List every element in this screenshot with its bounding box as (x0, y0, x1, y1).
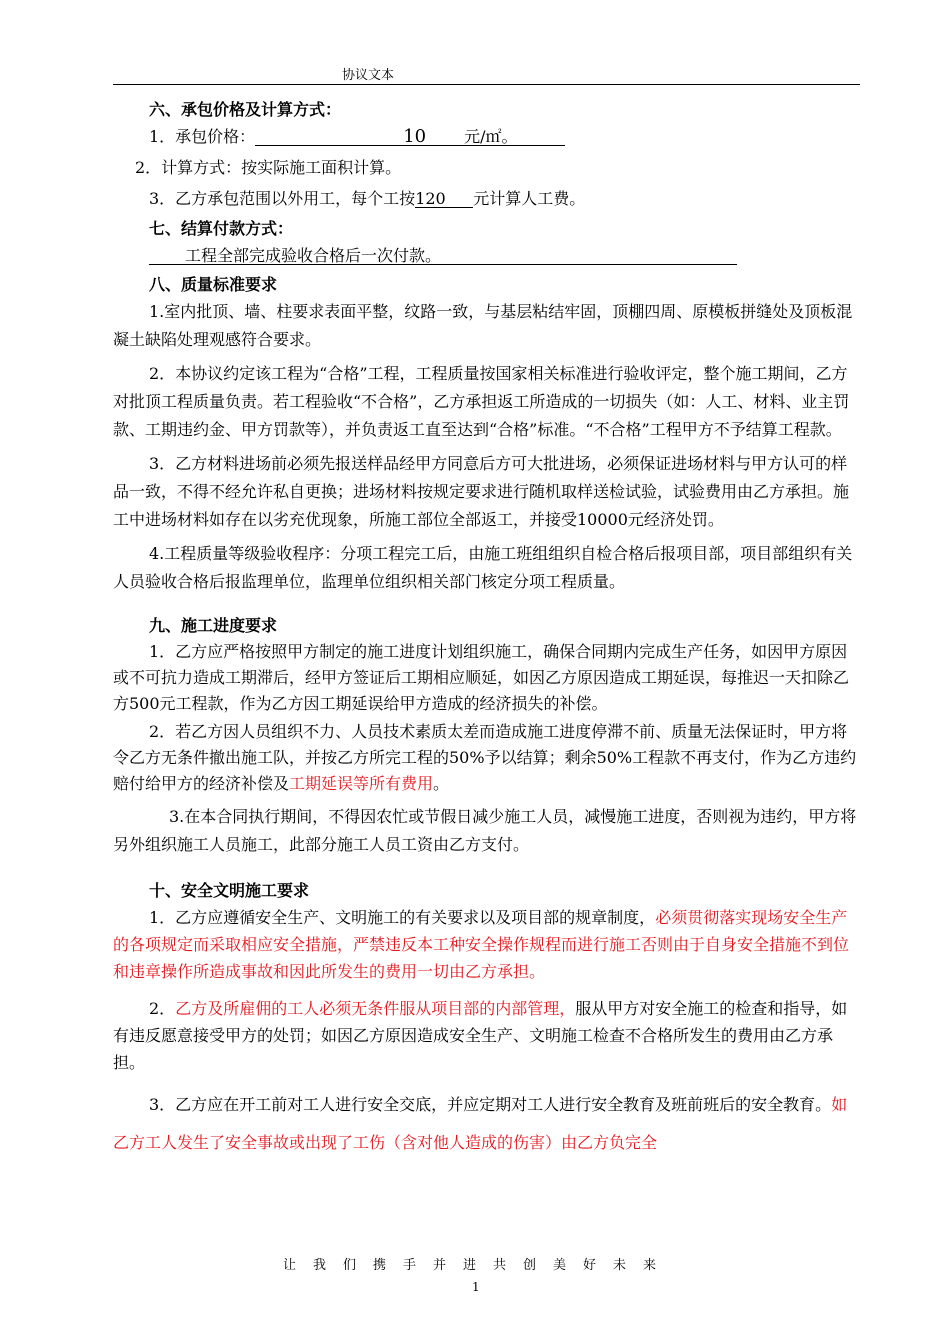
sec10-item-1-highlight: 必须贯彻落实现场安全生产的各项规定而采取相应安全措施，严禁违反本工种安全操作规程而进行施工否则由于自身安全措施不到位和违章操作所造成事故和因此所发生的费用一切由乙方承担。 (113, 908, 850, 981)
page-number: 1 (472, 1280, 480, 1294)
document-body (113, 96, 860, 1162)
sec6-price-blank (255, 123, 565, 146)
sec10-item-2 (113, 995, 860, 1076)
sec9-item-2-end: 。 (433, 774, 450, 793)
sec6-extra-labor-value: 120 (415, 189, 446, 208)
sec10-item-1-text: 1．乙方应遵循安全生产、文明施工的有关要求以及项目部的规章制度， (149, 908, 656, 927)
sec6-price-unit: 元/㎡。 (464, 127, 518, 146)
sec10-item-3 (113, 1086, 860, 1162)
sec7-payment-text: 工程全部完成验收合格后一次付款。 (185, 246, 442, 265)
sec8-item-2: 2．本协议约定该工程为“合格”工程，工程质量按国家相关标准进行验收评定，整个施工期间，乙方对批顶工程质量负责。若工程验收“不合格”，乙方承担返工所造成的一切损失（如：人工、材料、业主罚款、工期违约金、甲方罚款等），并负责返工直至达到“合格”标准。“不合格”工程甲方不予结算工程款。 (113, 364, 850, 439)
sec10-item-3-text: 3．乙方应在开工前对工人进行安全交底，并应定期对工人进行安全教育及班前班后的安全教育。 (149, 1095, 832, 1114)
section-8-title: 八、质量标准要求 (149, 275, 278, 294)
header-rule (113, 84, 860, 85)
sec6-extra-labor (113, 185, 860, 212)
sec8-item-3: 3．乙方材料进场前必须先报送样品经甲方同意后方可大批进场，必须保证进场材料与甲方认可的样品一致，不得不经允许私自更换；进场材料按规定要求进行随机取样送检试验，试验费用由乙方承担。施工中进场材料如存在以劣充优现象，所施工部位全部返工，并接受10000元经济处罚。 (113, 454, 850, 529)
sec10-item-2-text: 服从甲方对安全施工的检查和指导，如有违反愿意接受甲方的处罚；如因乙方原因造成安全生产、文明施工检查不合格所发生的费用由乙方承担。 (113, 999, 848, 1072)
header-text: 协议文本 (342, 68, 395, 83)
sec6-calc-method: 2．计算方式：按实际施工面积计算。 (135, 158, 402, 177)
sec10-item-1 (113, 904, 860, 985)
sec10-item-3-highlight: 如乙方工人发生了安全事故或出现了工伤（含对他人造成的伤害）由乙方负完全 (113, 1095, 848, 1152)
sec8-item-4: 4.工程质量等级验收程序：分项工程完工后，由施工班组组织自检合格后报项目部，项目部组织有关人员验收合格后报监理单位，监理单位组织相关部门核定分项工程质量。 (113, 544, 853, 591)
sec10-item-2-highlight: 乙方及所雇佣的工人必须无条件服从项目部的内部管理， (175, 999, 576, 1018)
sec9-item-2-highlight: 工期延误等所有费用 (289, 774, 434, 793)
sec7-payment-blank (149, 242, 737, 265)
sec6-price-value: 10 (403, 126, 427, 147)
sec6-price-line (113, 123, 860, 150)
sec10-item-2-number: 2． (149, 999, 176, 1018)
sec7-payment-line (113, 242, 860, 269)
sec6-price-label: 1．承包价格： (149, 127, 256, 146)
sec6-extra-labor-blank (415, 185, 473, 208)
sec6-extra-labor-text-a: 3．乙方承包范围以外用工，每个工按 (149, 189, 416, 208)
sec9-item-2-text: 2．若乙方因人员组织不力、人员技术素质太差而造成施工进度停滞不前、质量无法保证时，甲方将令乙方无条件撤出施工队，并按乙方所完工程的50%予以结算；剩余50%工程款不再支付，作为乙方违约赔付给甲方的经济补偿及 (113, 722, 857, 793)
sec8-item-1: 1.室内批顶、墙、柱要求表面平整，纹路一致，与基层粘结牢固，顶棚四周、原模板拼缝处及顶板混凝土缺陷处理观感符合要求。 (113, 302, 853, 349)
sec9-item-1: 1．乙方应严格按照甲方制定的施工进度计划组织施工，确保合同期内完成生产任务，如因甲方原因或不可抗力造成工期滞后，经甲方签证后工期相应顺延，如因乙方原因造成工期延误，每推迟一天扣除乙方500元工程款，作为乙方因工期延误给甲方造成的经济损失的补偿。 (113, 642, 850, 713)
section-6-title: 六、承包价格及计算方式： (149, 100, 342, 119)
section-7-title: 七、结算付款方式： (149, 219, 294, 238)
sec6-extra-labor-text-b: 元计算人工费。 (473, 189, 586, 208)
sec9-item-2 (113, 719, 860, 797)
section-9-title: 九、施工进度要求 (149, 616, 278, 635)
footer-motto: 让我们携手并进共创美好未来 (283, 1258, 674, 1273)
sec9-item-3: 3.在本合同执行期间，不得因农忙或节假日减少施工人员，减慢施工进度，否则视为违约，甲方将另外组织施工人员施工，此部分施工人员工资由乙方支付。 (113, 807, 857, 854)
section-10-title: 十、安全文明施工要求 (149, 881, 310, 900)
